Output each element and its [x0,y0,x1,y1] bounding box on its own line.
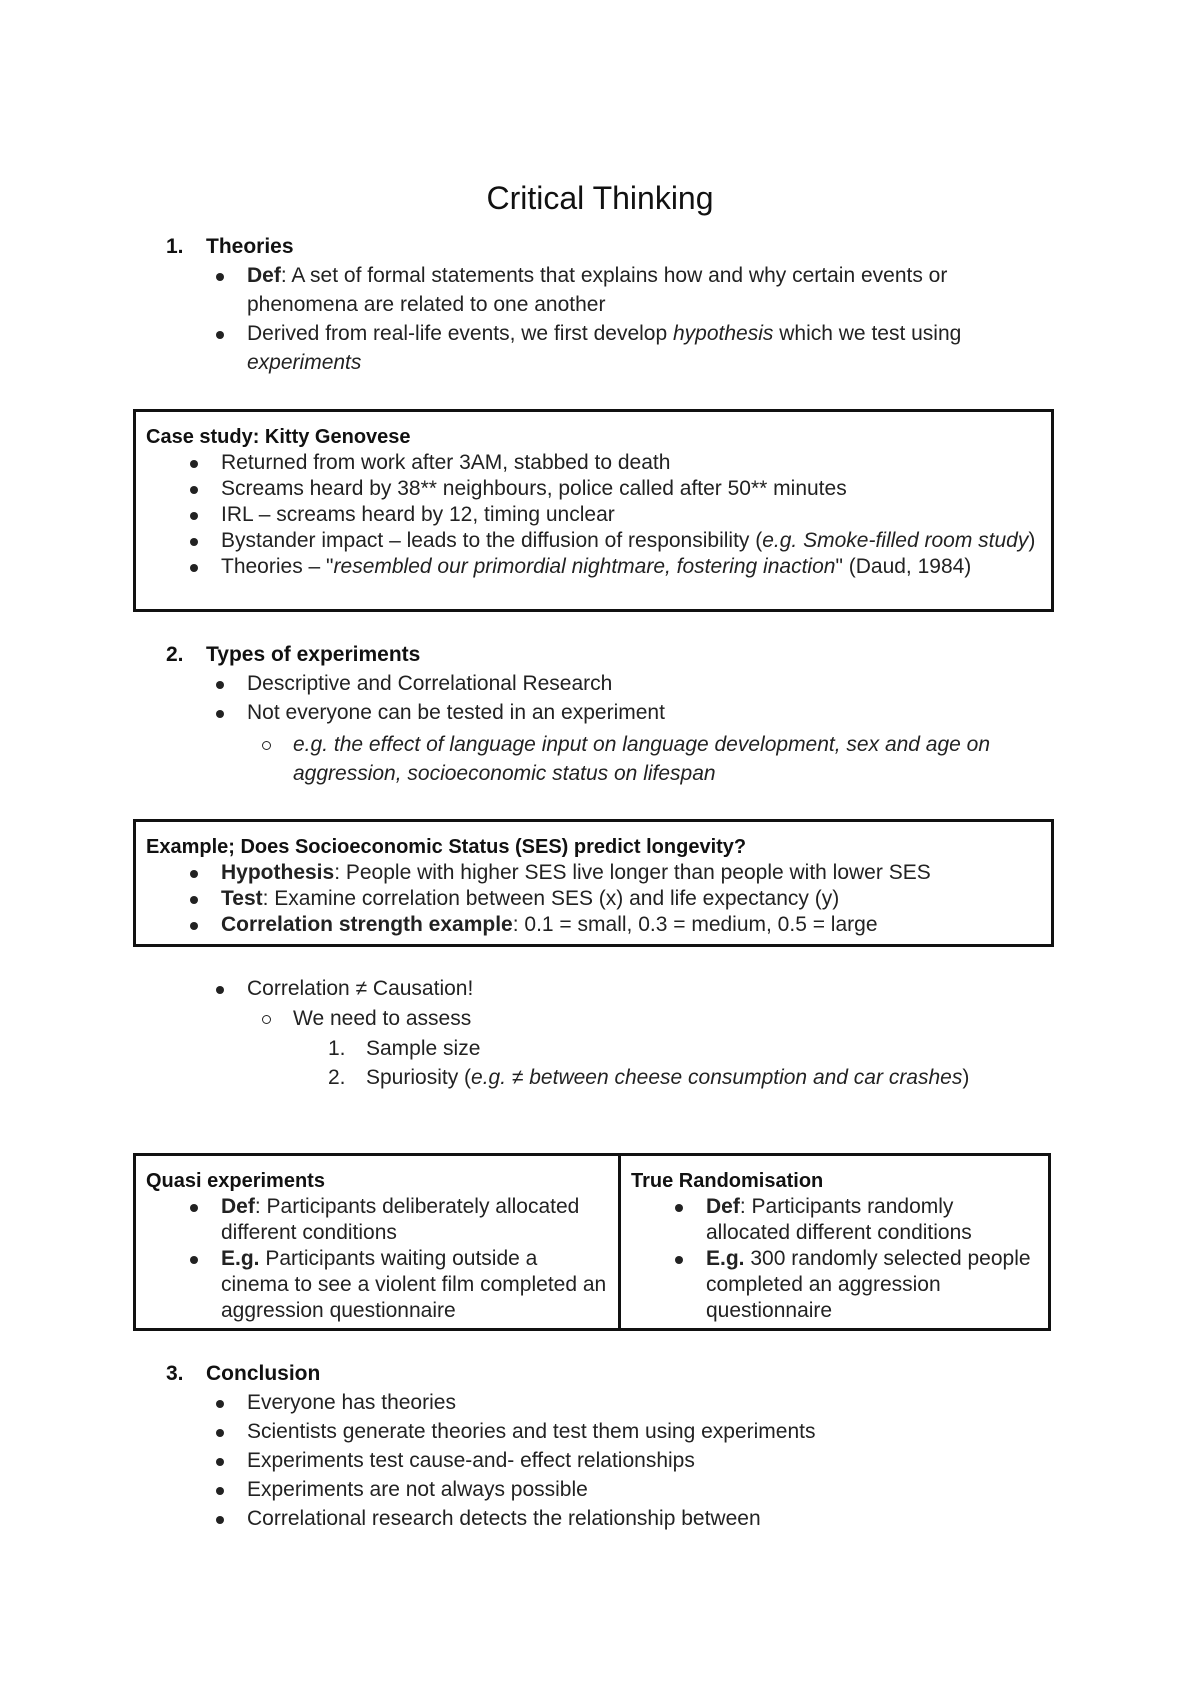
section-heading-theories [166,232,294,261]
list-item: Scientists generate theories and test them using experiments [247,1417,1027,1446]
bullet-icon [190,870,198,878]
true-randomisation-cell [621,1156,1048,1328]
list-item: Experiments are not always possible [247,1475,1027,1504]
section-title: Types of experiments [206,643,421,666]
ses-example-box [133,819,1054,947]
section-number: 1. [166,235,184,258]
bullet-icon [190,486,198,494]
list-item: We need to assess [293,1004,993,1033]
bullet-icon [216,1458,224,1466]
section-title: Theories [206,235,294,258]
theories-list [247,261,1027,377]
assessment-numbered-list [328,1034,1006,1092]
list-item: Experiments test cause-and- effect relationships [247,1446,1027,1475]
list-item: Correlational research detects the relationship between [247,1504,1027,1533]
bullet-icon [190,460,198,468]
bullet-icon [216,1487,224,1495]
correlation-sublist [293,1004,993,1033]
list-item: Hypothesis: People with higher SES live longer than people with lower SES [221,860,1041,886]
list-item: 1. Sample size [328,1037,481,1060]
page-title: Critical Thinking [486,180,714,216]
hollow-bullet-icon [262,741,271,750]
bullet-icon [216,331,224,339]
bullet-icon [190,896,198,904]
ses-example-list [146,860,1041,938]
list-item: e.g. the effect of language input on language development, sex and age on aggression, socioeconomic status on lifespan [293,730,1063,788]
bullet-icon [216,1516,224,1524]
list-item: IRL – screams heard by 12, timing unclear [221,502,1041,528]
bullet-icon [216,681,224,689]
list-item: Def: A set of formal statements that explains how and why certain events or phenomena are related to one another [247,261,1027,319]
bullet-icon [190,538,198,546]
hollow-bullet-icon [262,1015,271,1024]
case-study-box [133,409,1054,612]
list-item: 2. Spuriosity (e.g. ≠ between cheese consumption and car crashes) [328,1066,970,1089]
list-item: Theories – "resembled our primordial nightmare, fostering inaction" (Daud, 1984) [221,554,1041,580]
bullet-icon [216,1429,224,1437]
list-item: Bystander impact – leads to the diffusion of responsibility (e.g. Smoke-filled room study) [221,528,1041,554]
list-item: Returned from work after 3AM, stabbed to death [221,450,1041,476]
list-item: Def: Participants deliberately allocated different conditions [221,1194,610,1246]
true-randomisation-list [631,1194,1038,1324]
list-item: Def: Participants randomly allocated different conditions [706,1194,1038,1246]
quasi-heading: Quasi experiments [146,1170,325,1192]
list-item: Everyone has theories [247,1388,1027,1417]
quasi-list [146,1194,610,1324]
section-heading-types [166,640,420,669]
ses-example-heading: Example; Does Socioeconomic Status (SES) predict longevity? [146,836,747,858]
bullet-icon [216,986,224,994]
bullet-icon [190,564,198,572]
list-item: Derived from real-life events, we first develop hypothesis which we test using experiments [247,319,1027,377]
bullet-icon [675,1256,683,1264]
section-number: 2. [166,643,184,666]
list-item: Descriptive and Correlational Research [247,669,1047,698]
list-item: Screams heard by 38** neighbours, police called after 50** minutes [221,476,1041,502]
bullet-icon [190,1256,198,1264]
bullet-icon [216,273,224,281]
true-randomisation-heading: True Randomisation [631,1170,824,1192]
section-title: Conclusion [206,1362,321,1385]
case-study-heading: Case study: Kitty Genovese [146,426,411,448]
types-list [247,669,1047,727]
section-heading-conclusion [166,1359,320,1388]
list-item: Test: Examine correlation between SES (x) and life expectancy (y) [221,886,1041,912]
types-sublist [293,730,1063,788]
correlation-list [247,974,1027,1003]
list-item: E.g. 300 randomly selected people completed an aggression questionnaire [706,1246,1038,1324]
quasi-experiments-cell [136,1156,620,1328]
list-item: Correlation strength example: 0.1 = small, 0.3 = medium, 0.5 = large [221,912,1041,938]
conclusion-list [247,1388,1027,1533]
bullet-icon [190,1204,198,1212]
case-study-list [146,450,1041,580]
bullet-icon [216,710,224,718]
bullet-icon [190,512,198,520]
list-item: E.g. Participants waiting outside a cinema to see a violent film completed an aggression questionnaire [221,1246,610,1324]
list-item: Correlation ≠ Causation! [247,974,1027,1003]
bullet-icon [190,922,198,930]
section-number: 3. [166,1362,184,1385]
list-item: Not everyone can be tested in an experiment [247,698,1047,727]
bullet-icon [216,1400,224,1408]
comparison-table [133,1153,1051,1331]
bullet-icon [675,1204,683,1212]
